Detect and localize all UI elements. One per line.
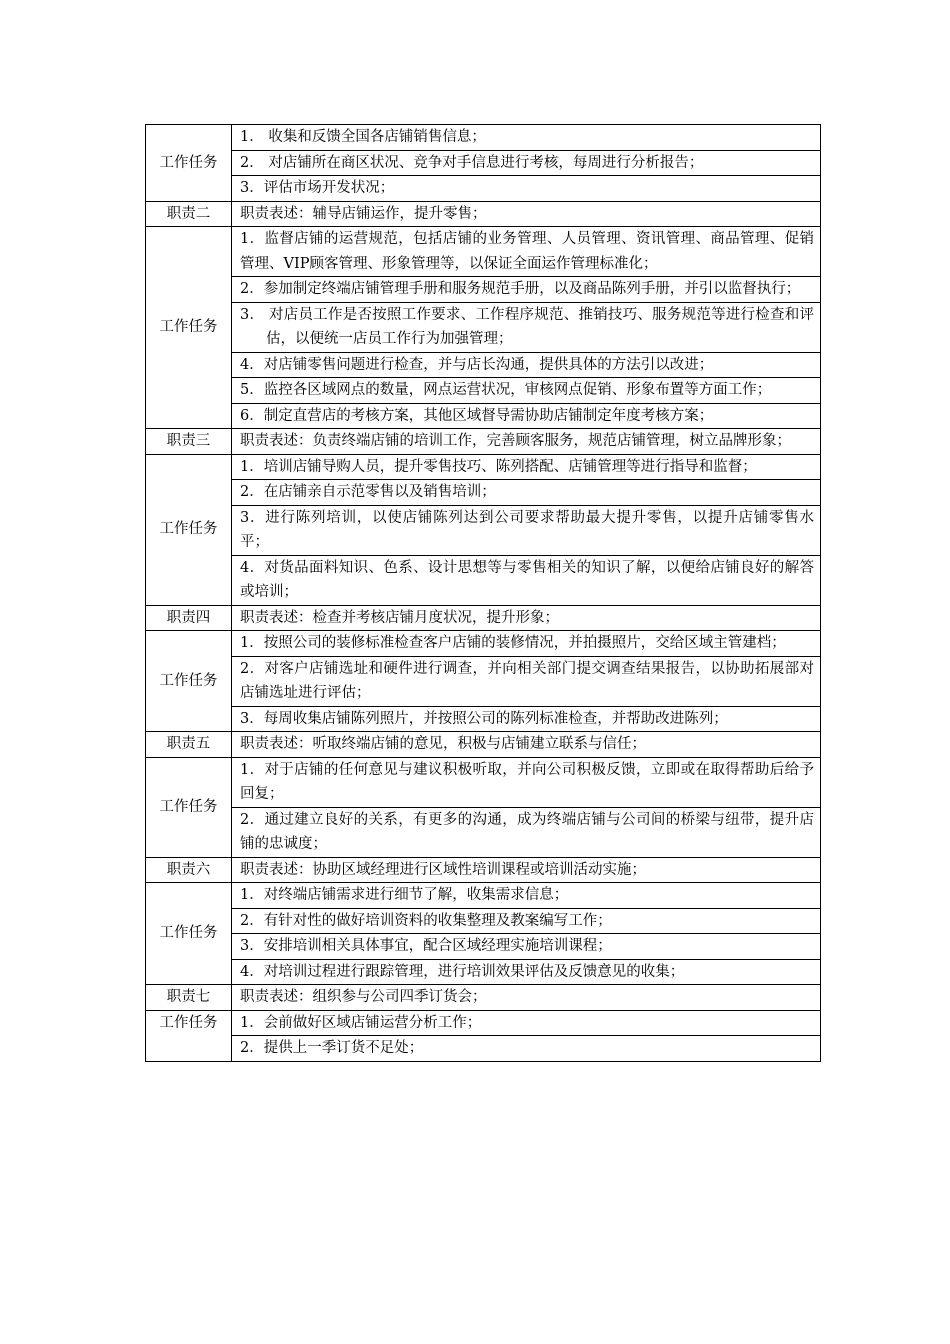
task-item: 4．对店铺零售问题进行检查，并与店长沟通，提供具体的方法引以改进；: [232, 352, 821, 378]
task-row: [146, 505, 821, 555]
task-row: [146, 934, 821, 960]
tasks-label: 工作任务: [146, 631, 232, 732]
task-item: 2．对客户店铺选址和硬件进行调查，并向相关部门提交调查结果报告，以协助拓展部对店铺选址进行评估；: [232, 656, 821, 706]
task-row: [146, 378, 821, 404]
task-item: 1．对于店铺的任何意见与建议积极听取，并向公司积极反馈，立即或在取得帮助后给予回复；: [232, 757, 821, 807]
task-item: 1．对终端店铺需求进行细节了解，收集需求信息；: [232, 883, 821, 909]
task-row: [146, 150, 821, 176]
tasks-label: 工作任务: [146, 125, 232, 202]
task-item: 3．评估市场开发状况；: [232, 176, 821, 202]
task-item: 3．进行陈列培训，以使店铺陈列达到公司要求帮助最大提升零售，以提升店铺零售水平；: [232, 505, 821, 555]
duty-row: [146, 429, 821, 455]
task-row: [146, 302, 821, 352]
task-row: [146, 656, 821, 706]
duty-label: 职责三: [146, 429, 232, 455]
task-item: 1．监督店铺的运营规范，包括店铺的业务管理、人员管理、资讯管理、商品管理、促销管理、VIP顾客管理、形象管理等，以保证全面运作管理标准化；: [232, 227, 821, 277]
task-row: [146, 959, 821, 985]
duty-label: 职责六: [146, 857, 232, 883]
task-row: [146, 706, 821, 732]
task-row: [146, 555, 821, 605]
task-row: [146, 908, 821, 934]
duty-label: 职责二: [146, 201, 232, 227]
duty-description: 职责表述：检查并考核店铺月度状况，提升形象；: [232, 605, 821, 631]
task-item: 2．有针对性的做好培训资料的收集整理及教案编写工作；: [232, 908, 821, 934]
tasks-label: 工作任务: [146, 883, 232, 985]
job-duties-body: [146, 125, 821, 1062]
task-item: 4．对培训过程进行跟踪管理，进行培训效果评估及反馈意见的收集；: [232, 959, 821, 985]
task-row: [146, 176, 821, 202]
task-row: [146, 883, 821, 909]
duty-label: 职责五: [146, 732, 232, 758]
duty-label: 职责七: [146, 985, 232, 1011]
tasks-label: 工作任务: [146, 454, 232, 605]
task-item: 4．对货品面料知识、色系、设计思想等与零售相关的知识了解，以便给店铺良好的解答或培训；: [232, 555, 821, 605]
duty-description: 职责表述：协助区域经理进行区域性培训课程或培训活动实施；: [232, 857, 821, 883]
task-item: 6．制定直营店的考核方案，其他区域督导需协助店铺制定年度考核方案；: [232, 403, 821, 429]
tasks-label: 工作任务: [146, 757, 232, 857]
task-row: [146, 403, 821, 429]
duty-description: 职责表述：负责终端店铺的培训工作，完善顾客服务，规范店铺管理，树立品牌形象；: [232, 429, 821, 455]
task-item: 3．安排培训相关具体事宜，配合区域经理实施培训课程；: [232, 934, 821, 960]
task-item: 2．提供上一季订货不足处；: [232, 1036, 821, 1062]
task-row: [146, 1036, 821, 1062]
task-item: 1．会前做好区域店铺运营分析工作；: [232, 1010, 821, 1036]
duty-row: [146, 985, 821, 1011]
task-item: 1．培训店铺导购人员，提升零售技巧、陈列搭配、店铺管理等进行指导和监督；: [232, 454, 821, 480]
duty-row: [146, 857, 821, 883]
task-row: [146, 631, 821, 657]
duty-row: [146, 732, 821, 758]
tasks-label: 工作任务: [146, 227, 232, 429]
task-item: 3． 对店员工作是否按照工作要求、工作程序规范、推销技巧、服务规范等进行检查和评估，以便统一店员工作行为加强管理；: [232, 302, 821, 352]
task-item: 3．每周收集店铺陈列照片，并按照公司的陈列标准检查，并帮助改进陈列；: [232, 706, 821, 732]
task-row: [146, 125, 821, 151]
task-item: 1．按照公司的装修标准检查客户店铺的装修情况，并拍摄照片，交给区域主管建档；: [232, 631, 821, 657]
task-row: [146, 757, 821, 807]
duty-label: 职责四: [146, 605, 232, 631]
task-item: 2． 对店铺所在商区状况、竞争对手信息进行考核，每周进行分析报告；: [232, 150, 821, 176]
task-row: [146, 454, 821, 480]
task-item: 2．参加制定终端店铺管理手册和服务规范手册，以及商品陈列手册，并引以监督执行；: [232, 277, 821, 303]
duty-description: 职责表述：辅导店铺运作，提升零售；: [232, 201, 821, 227]
task-item: 5．监控各区域网点的数量，网点运营状况，审核网点促销、形象布置等方面工作；: [232, 378, 821, 404]
duty-row: [146, 605, 821, 631]
task-item: 2．在店铺亲自示范零售以及销售培训；: [232, 480, 821, 506]
task-item: 2．通过建立良好的关系，有更多的沟通，成为终端店铺与公司间的桥梁与纽带，提升店铺的忠诚度；: [232, 807, 821, 857]
duty-description: 职责表述：组织参与公司四季订货会；: [232, 985, 821, 1011]
task-row: [146, 277, 821, 303]
task-row: [146, 807, 821, 857]
task-row: [146, 227, 821, 277]
task-row: [146, 352, 821, 378]
duty-row: [146, 201, 821, 227]
task-item: 1． 收集和反馈全国各店铺销售信息；: [232, 125, 821, 151]
tasks-label: 工作任务: [146, 1010, 232, 1061]
duty-description: 职责表述：听取终端店铺的意见，积极与店铺建立联系与信任；: [232, 732, 821, 758]
task-row: [146, 1010, 821, 1036]
job-duties-table: [145, 124, 821, 1062]
task-row: [146, 480, 821, 506]
